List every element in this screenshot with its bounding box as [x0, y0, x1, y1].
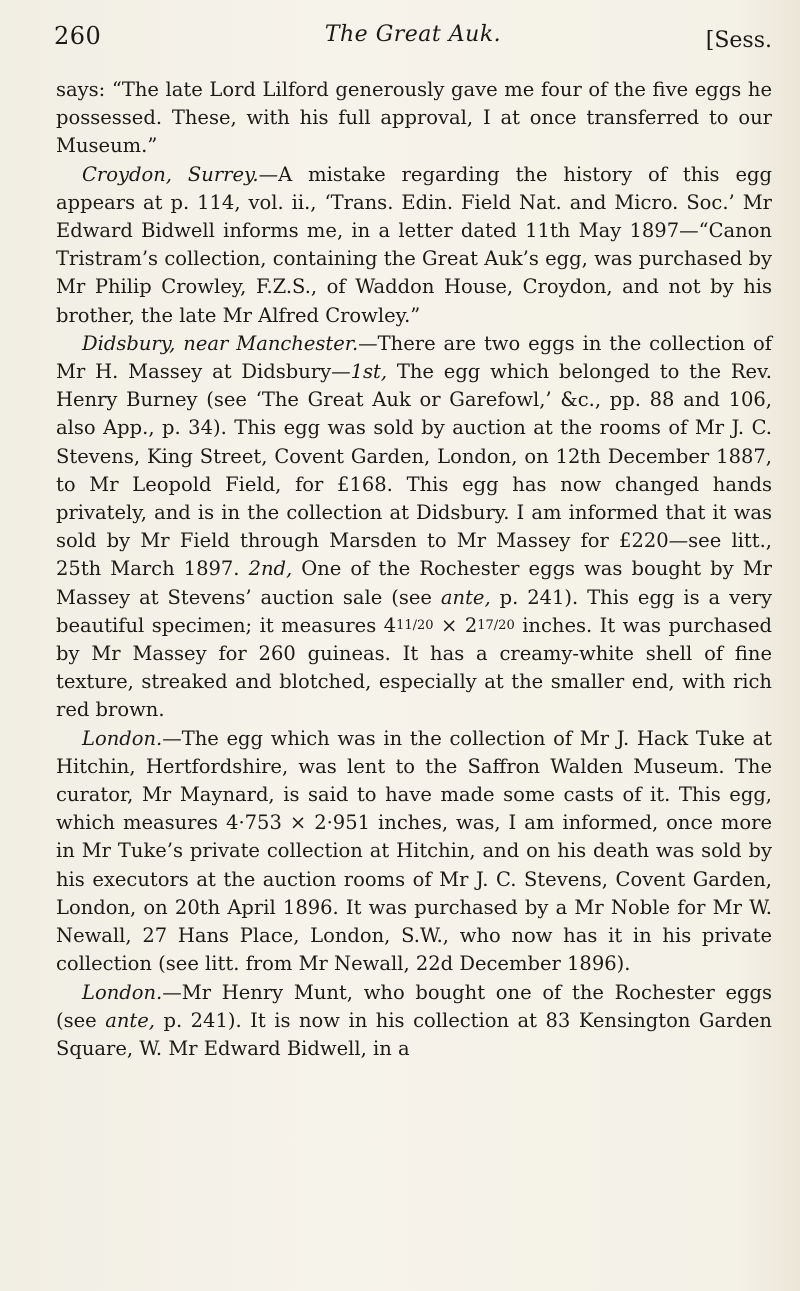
running-head	[54, 18, 772, 58]
page-number: 260	[54, 22, 102, 50]
fraction: 11/20	[396, 617, 434, 633]
text-run: p. 241). It is now in his collection at 83 Kensington Garden Square, W. Mr Edward Bidwell, in a	[56, 1008, 772, 1060]
text-run: —Mr Henry Munt, who bought one of the Rochester eggs (see	[56, 980, 772, 1032]
text-run: —There are two eggs in the collection of Mr H. Massey at Didsbury—	[56, 331, 772, 384]
fraction: 17/20	[477, 617, 515, 633]
section-mark: [Sess.	[705, 28, 772, 53]
italic-text: Didsbury, near Manchester.	[82, 331, 359, 355]
paragraph	[56, 76, 772, 161]
italic-text: Croydon, Surrey.	[82, 162, 259, 186]
italic-text: London.	[82, 726, 163, 750]
paragraph	[56, 330, 772, 725]
text-run: The egg which belonged to the Rev. Henry Burney (see ‘The Great Auk or Garefowl,’ &c., pp. 88 and 106, also App., p. 34). This egg was sold by auction at the rooms of Mr J. C. Stevens, King Street, Covent Garden, London, on 12th December 1887, to Mr Leopold Field, for £168. This egg has now changed hands privately, and is in the collection at Didsbury. I am informed that it was sold by Mr Field through Marsden to Mr Massey for £220—see litt., 25th March 1897.	[56, 360, 773, 581]
italic-text: 1st,	[350, 360, 388, 384]
paragraph	[56, 979, 772, 1064]
text-run: One of the Rochester eggs was bought by Mr Massey at Stevens’ auction sale (see	[56, 557, 772, 609]
text-run: × 2	[433, 613, 478, 637]
text-run: says: “The late Lord Lilford generously gave me four of the five eggs he possessed. These, with his full approval, I at once transferred to our Museum.”	[56, 78, 772, 158]
paragraph	[56, 725, 772, 979]
text-run: —A mistake regarding the history of this egg appears at p. 114, vol. ii., ‘Trans. Edin. Field Nat. and Micro. Soc.’ Mr Edward Bidwell informs me, in a letter dated 11th May 1897—“Canon Tristram’s collection, containing the Great Auk’s egg, was purchased by Mr Philip Crowley, F.Z.S., of Waddon House, Croydon, and not by his brother, the late Mr Alfred Crowley.”	[56, 162, 772, 327]
italic-text: ante,	[105, 1008, 155, 1032]
italic-text: ante,	[440, 585, 491, 609]
text-run: p. 241). This egg is a very beautiful specimen; it measures 4	[56, 585, 772, 637]
italic-text: London.	[82, 980, 163, 1004]
running-title: The Great Auk.	[324, 22, 502, 47]
text-run: —The egg which was in the collection of Mr J. Hack Tuke at Hitchin, Hertfordshire, was lent to the Saffron Walden Museum. The curator, Mr Maynard, is said to have made some casts of it. This egg, which measures 4·753 × 2·951 inches, was, I am informed, once more in Mr Tuke’s private collection at Hitchin, and on his death was sold by his executors at the auction rooms of Mr J. C. Stevens, Covent Garden, London, on 20th April 1896. It was purchased by a Mr Noble for Mr W. Newall, 27 Hans Place, London, S.W., who now has it in his private collection (see litt. from Mr Newall, 22d December 1896).	[56, 726, 772, 976]
text-run: inches. It was purchased by Mr Massey for 260 guineas. It has a creamy-white shell of fine texture, streaked and blotched, especially at the smaller end, with rich red brown.	[56, 613, 772, 722]
italic-text: 2nd,	[248, 557, 293, 581]
paragraph	[56, 161, 772, 330]
body-text	[56, 76, 772, 1063]
